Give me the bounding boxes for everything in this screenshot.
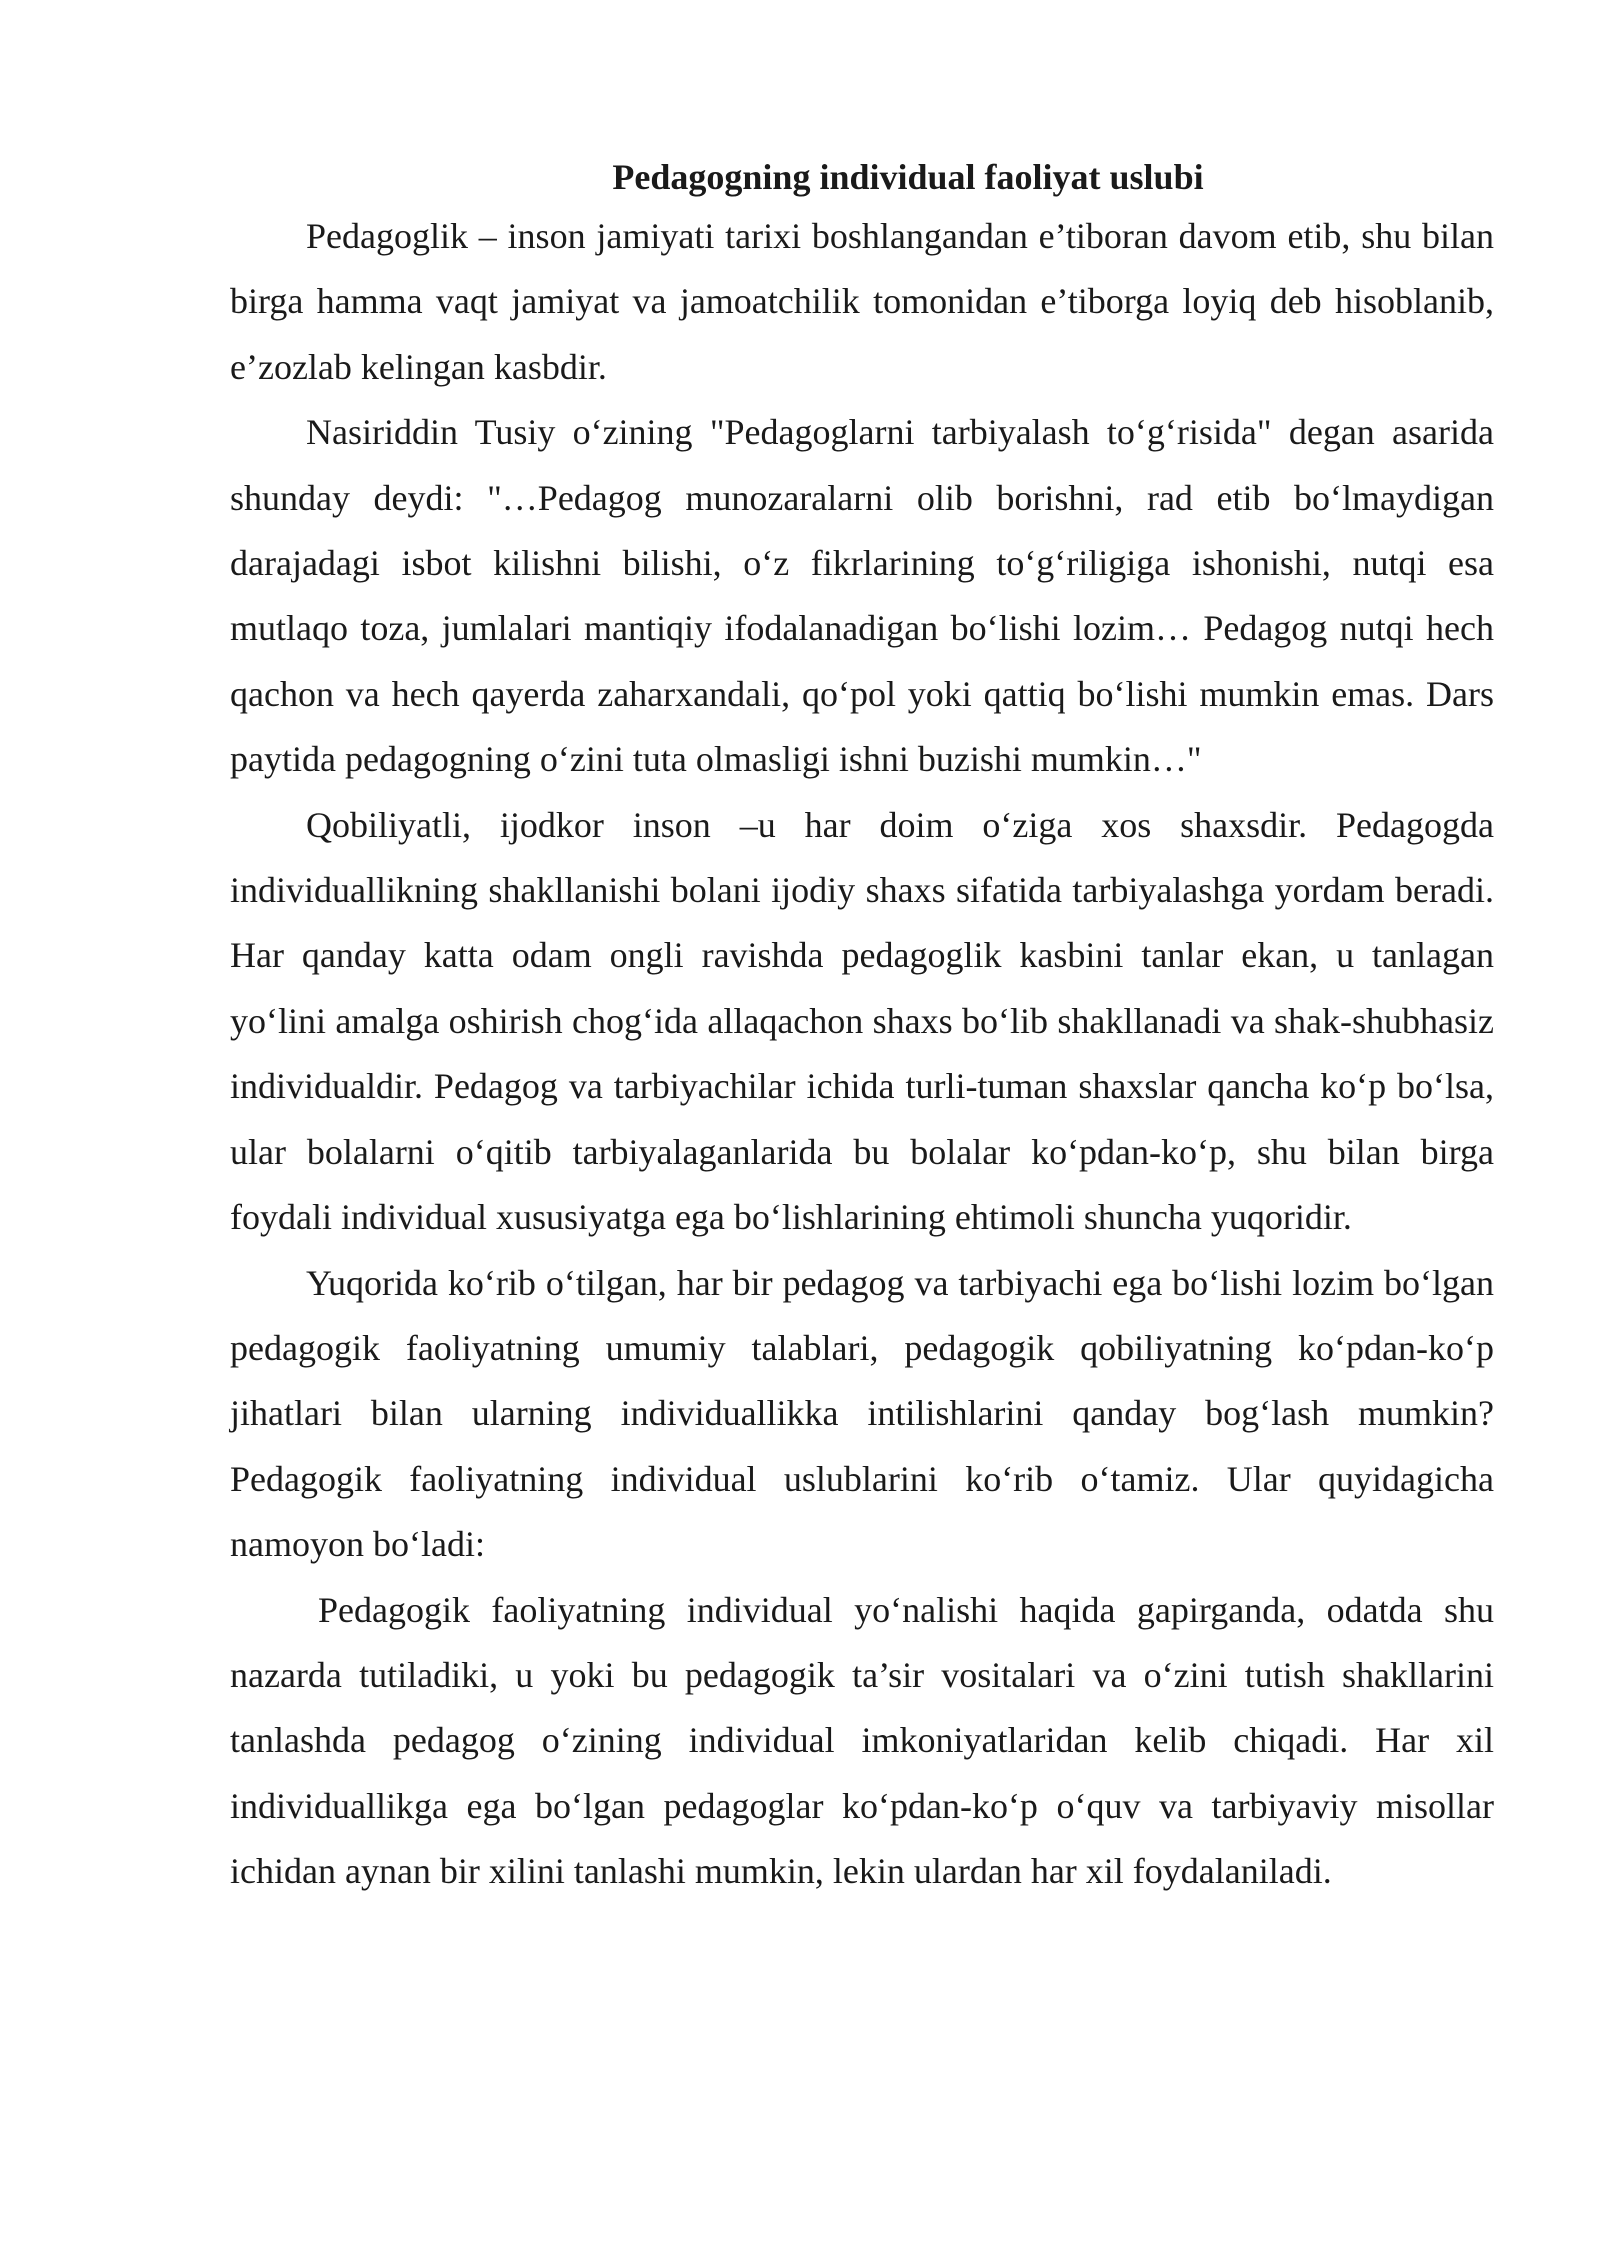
paragraph-4: Yuqorida ko‘rib o‘tilgan, har bir pedagog va tarbiyachi ega bo‘lishi lozim bo‘lgan pedagogik faoliyatning umumiy talablari, pedagogik qobiliyatning ko‘pdan-ko‘p jihatlari bilan ularning individuallikka intilishlarini qanday bog‘lash mumkin? Pedagogik faoliyatning individual uslublarini ko‘rib o‘tamiz. Ular quyidagicha namoyon bo‘ladi: bbox=[230, 1262, 1494, 1565]
paragraph-1: Pedagoglik – inson jamiyati tarixi boshlangandan e’tiboran davom etib, shu bilan birga hamma vaqt jamiyat va jamoatchilik tomonidan e’tiborga loyiq deb hisoblanib, e’zozlab kelingan kasbdir. bbox=[230, 216, 1494, 387]
document-title: Pedagogning individual faoliyat uslubi bbox=[612, 157, 1204, 197]
paragraph-5: Pedagogik faoliyatning individual yo‘nalishi haqida gapirganda, odatda shu nazarda tutiladiki, u yoki bu pedagogik ta’sir vositalari va o‘zini tutish shakllarini tanlashda pedagog o‘zining individual imkoniyatlaridan kelib chiqadi. Har xil individuallikga ega bo‘lgan pedagoglar ko‘pdan-ko‘p o‘quv va tarbiyaviy misollar ichidan aynan bir xilini tanlashi mumkin, lekin ulardan har xil foydalaniladi. bbox=[230, 1589, 1494, 1892]
paragraph-3: Qobiliyatli, ijodkor inson –u har doim o‘ziga xos shaxsdir. Pedagogda individuallikning shakllanishi bolani ijodiy shaxs sifatida tarbiyalashga yordam beradi. Har qanday katta odam ongli ravishda pedagoglik kasbini tanlar ekan, u tanlagan yo‘lini amalga oshirish chog‘ida allaqachon shaxs bo‘lib shakllanadi va shak-shubhasiz individualdir. Pedagog va tarbiyachilar ichida turli-tuman shaxslar qancha ko‘p bo‘lsa, ular bolalarni o‘qitib tarbiyalaganlarida bu bolalar ko‘pdan-ko‘p, shu bilan birga foydali individual xususiyatga ega bo‘lishlarining ehtimoli shuncha yuqoridir. bbox=[230, 804, 1494, 1238]
paragraph-2: Nasiriddin Tusiy o‘zining "Pedagoglarni tarbiyalash to‘g‘risida" degan asarida shunday deydi: "…Pedagog munozaralarni olib borishni, rad etib bo‘lmaydigan darajadagi isbot kilishni bilishi, o‘z fikrlarining to‘g‘riligiga ishonishi, nutqi esa mutlaqo toza, jumlalari mantiqiy ifodalanadigan bo‘lishi lozim… Pedagog nutqi hech qachon va hech qayerda zaharxandali, qo‘pol yoki qattiq bo‘lishi mumkin emas. Dars paytida pedagogning o‘zini tuta olmasligi ishni buzishi mumkin…" bbox=[230, 412, 1494, 780]
document-body bbox=[230, 150, 1494, 1905]
